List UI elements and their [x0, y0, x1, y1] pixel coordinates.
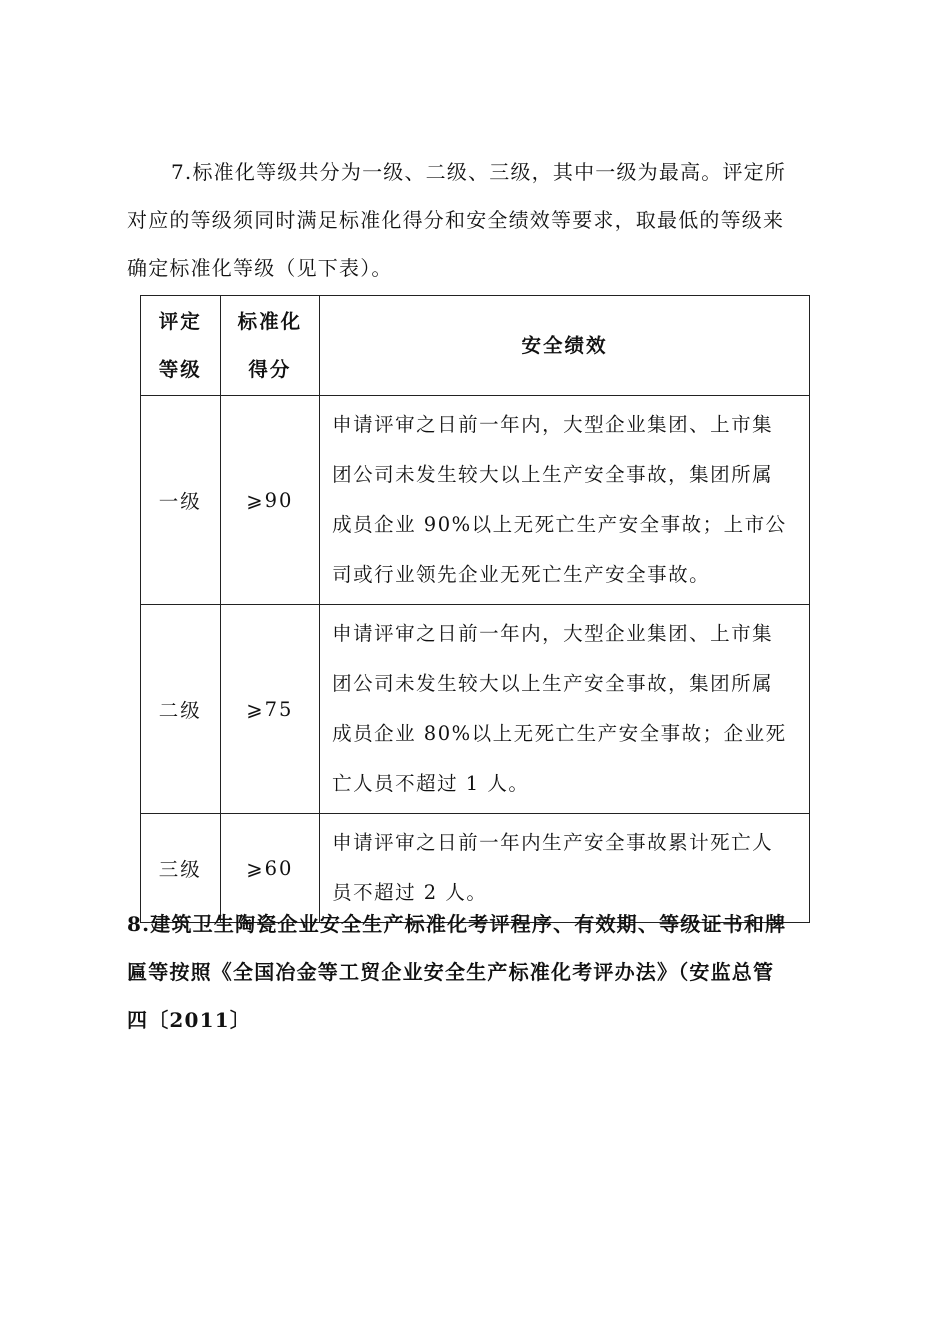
header-score-line: 得分: [248, 357, 292, 381]
score-cell: ⩾60: [220, 814, 320, 923]
table-row: [141, 396, 810, 605]
paragraph-8: [127, 900, 825, 1044]
performance-line: 申请评审之日前一年内，大型企业集团、上市集: [332, 413, 774, 436]
table-header-row: [141, 296, 810, 396]
score-cell: ⩾90: [220, 396, 320, 605]
grade-cell: 二级: [141, 605, 221, 814]
header-grade-line: 等级: [158, 357, 202, 381]
paragraph-8-line: 四〔2011〕: [127, 1008, 252, 1032]
header-performance: 安全绩效: [320, 296, 810, 396]
performance-cell: [320, 605, 810, 814]
performance-line: 成员企业 80%以上无死亡生产安全事故；企业死: [332, 722, 787, 745]
header-score-line: 标准化: [237, 309, 303, 333]
performance-line: 成员企业 90%以上无死亡生产安全事故；上市公: [332, 513, 787, 536]
score-cell: ⩾75: [220, 605, 320, 814]
performance-line: 员不超过 2 人。: [332, 881, 488, 904]
performance-line: 亡人员不超过 1 人。: [332, 772, 530, 795]
header-score: [220, 296, 320, 396]
paragraph-7-line: 确定标准化等级（见下表）。: [127, 256, 393, 280]
grade-table: [140, 295, 810, 923]
paragraph-7-line: 7.标准化等级共分为一级、二级、三级，其中一级为最高。评定所: [171, 160, 787, 184]
paragraph-8-line: 匾等按照《全国冶金等工贸企业安全生产标准化考评办法》（安监总管: [127, 960, 775, 984]
grade-cell: 三级: [141, 814, 221, 923]
performance-cell: [320, 396, 810, 605]
table-row: [141, 605, 810, 814]
performance-line: 团公司未发生较大以上生产安全事故，集团所属: [332, 672, 774, 695]
header-grade: [141, 296, 221, 396]
performance-line: 申请评审之日前一年内，大型企业集团、上市集: [332, 622, 774, 645]
performance-line: 司或行业领先企业无死亡生产安全事故。: [332, 563, 711, 586]
performance-line: 团公司未发生较大以上生产安全事故，集团所属: [332, 463, 774, 486]
grade-cell: 一级: [141, 396, 221, 605]
paragraph-7-line: 对应的等级须同时满足标准化得分和安全绩效等要求，取最低的等级来: [127, 208, 785, 232]
performance-line: 申请评审之日前一年内生产安全事故累计死亡人: [332, 831, 774, 854]
header-grade-line: 评定: [158, 309, 202, 333]
paragraph-7: [127, 148, 825, 292]
paragraph-8-line: 8.建筑卫生陶瓷企业安全生产标准化考评程序、有效期、等级证书和牌: [127, 912, 787, 936]
